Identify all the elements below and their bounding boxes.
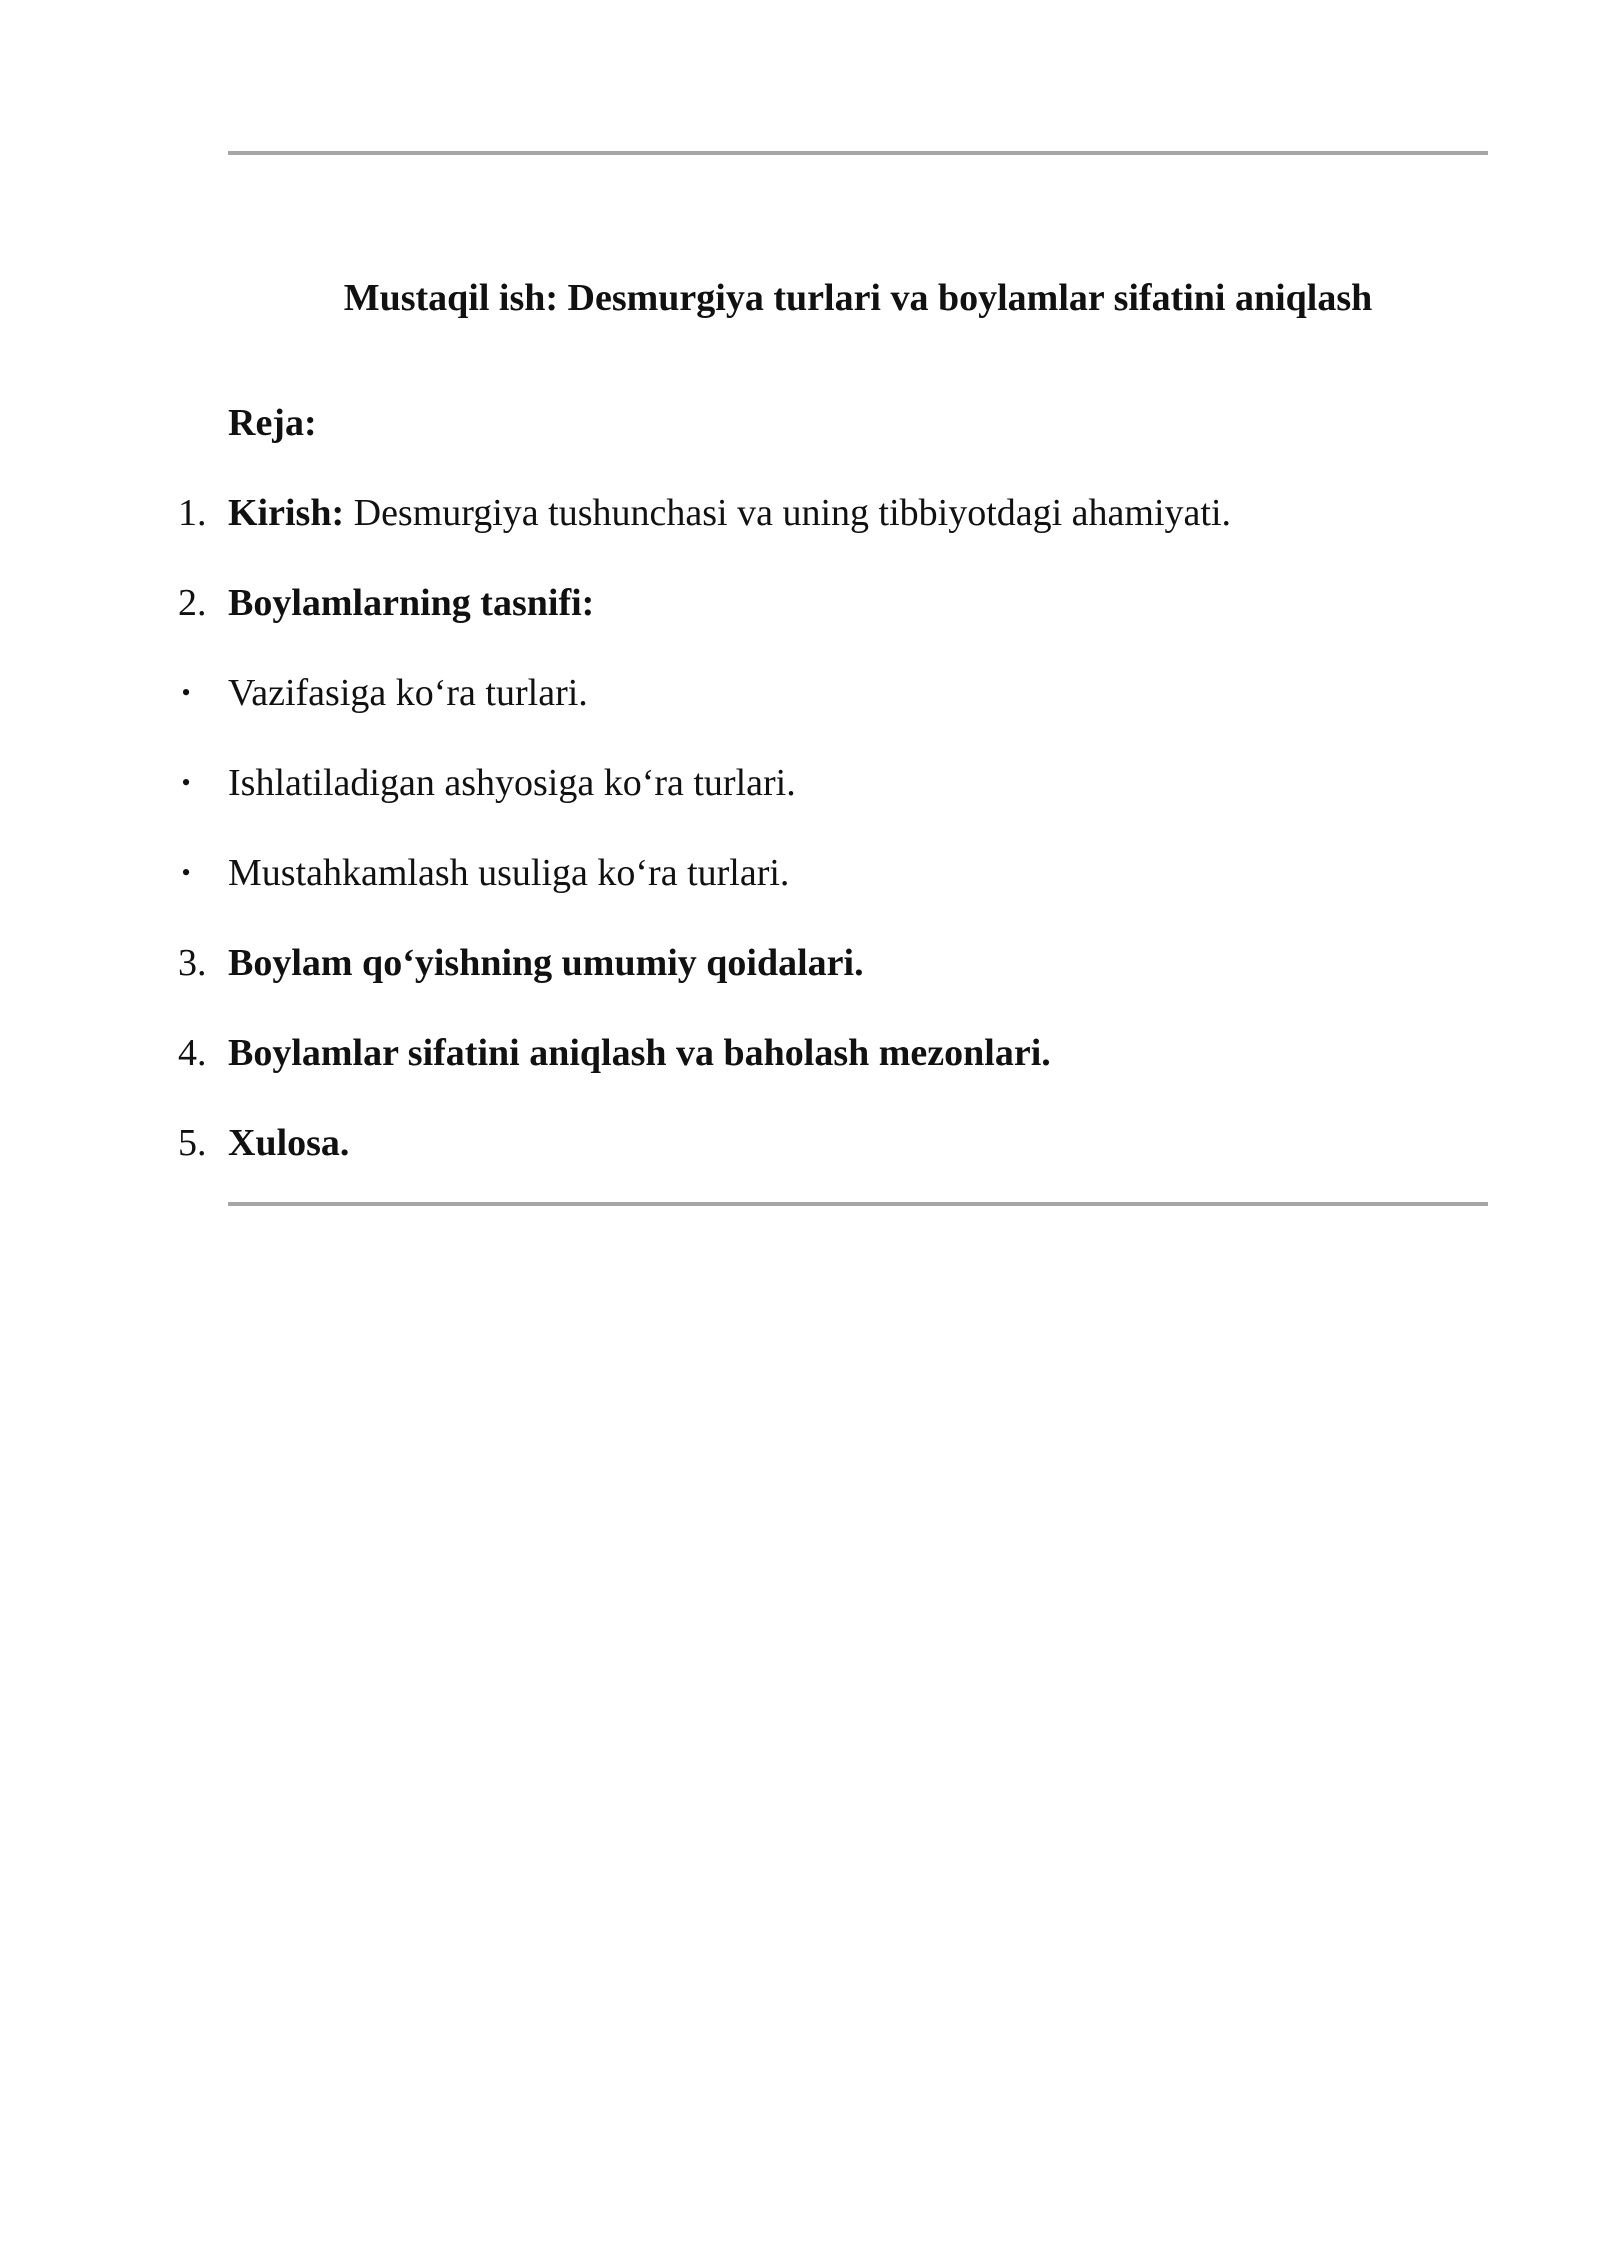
list-number: 5. xyxy=(178,1122,207,1164)
list-item xyxy=(0,575,1600,631)
bullet-icon: • xyxy=(181,768,191,797)
document-title: Mustaqil ish: Desmurgiya turlari va boylamlar sifatini aniqlash xyxy=(343,277,1373,319)
list-item xyxy=(0,665,1600,721)
list-item-bold: Boylamlar sifatini aniqlash va baholash mezonlari. xyxy=(228,1032,1051,1074)
list-item-text: Mustahkamlash usuliga ko‘ra turlari. xyxy=(228,852,790,894)
list-item-bold: Xulosa. xyxy=(228,1122,350,1164)
bullet-icon: • xyxy=(181,678,191,707)
list-number: 4. xyxy=(178,1032,207,1074)
list-item xyxy=(0,845,1600,901)
list-item xyxy=(0,1025,1600,1081)
list-number: 1. xyxy=(178,492,207,534)
list-item-bold: Kirish: xyxy=(228,492,345,534)
list-number: 3. xyxy=(178,942,207,984)
list-item xyxy=(0,935,1600,991)
top-divider xyxy=(228,151,1488,155)
list-number: 2. xyxy=(178,582,207,624)
bottom-divider xyxy=(228,1202,1488,1206)
list-item-bold: Boylamlarning tasnifi: xyxy=(228,582,595,624)
list-item-text: Vazifasiga ko‘ra turlari. xyxy=(228,672,588,714)
bullet-icon: • xyxy=(181,858,191,887)
list-item xyxy=(0,755,1600,811)
list-item-text: Desmurgiya tushunchasi va uning tibbiyotdagi ahamiyati. xyxy=(344,492,1232,534)
list-item xyxy=(0,485,1600,541)
list-item xyxy=(0,1115,1600,1171)
plan-heading: Reja: xyxy=(228,402,317,444)
list-item-bold: Boylam qo‘yishning umumiy qoidalari. xyxy=(228,942,864,984)
list-item-text: Ishlatiladigan ashyosiga ko‘ra turlari. xyxy=(228,762,796,804)
